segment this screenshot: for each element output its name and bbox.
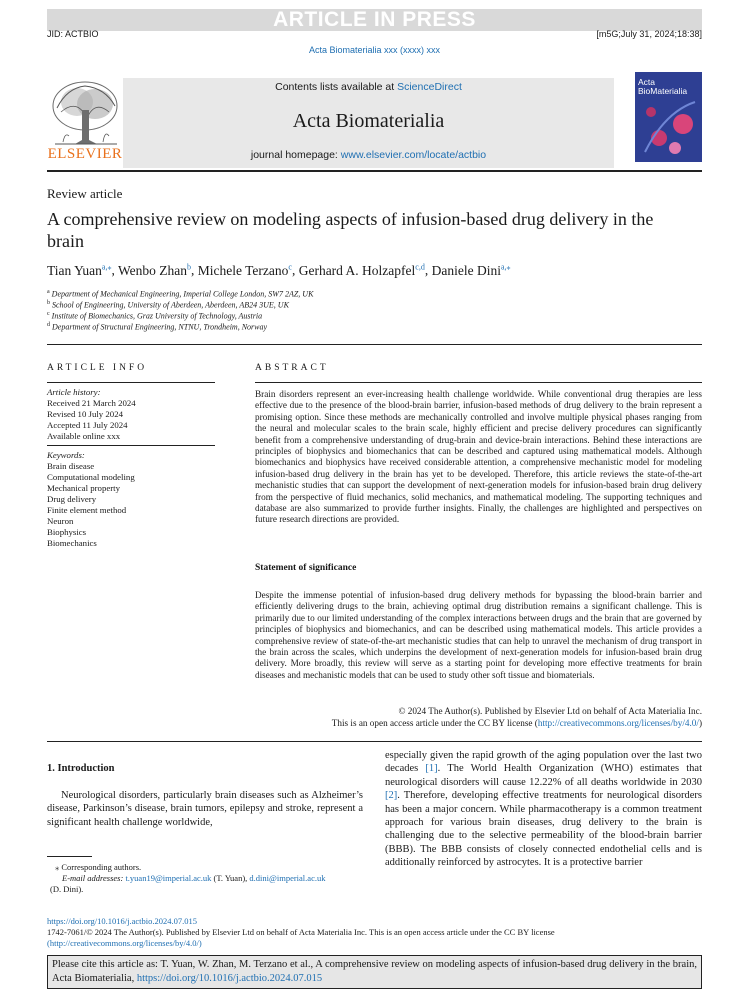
history-item: Revised 10 July 2024 [47, 409, 123, 419]
history-label: Article history: [47, 387, 101, 397]
corresponding-footnote: ⁎ Corresponding authors. [55, 862, 142, 872]
contents-prefix: Contents lists available at [275, 81, 398, 93]
header-rule [47, 170, 702, 172]
keywords-rule [47, 445, 215, 446]
keyword: Computational modeling [47, 472, 135, 482]
article-title: A comprehensive review on modeling aspects of infusion-based drug delivery in the brain [47, 209, 654, 251]
issn-license-link[interactable]: (http://creativecommons.org/licenses/by/4.0/) [47, 938, 202, 948]
doi-link[interactable]: https://doi.org/10.1016/j.actbio.2024.07.015 [47, 916, 198, 926]
author[interactable]: Wenbo Zhan$^b$ [117, 262, 191, 278]
article-type: Review article [47, 186, 123, 201]
sciencedirect-link[interactable]: ScienceDirect [397, 81, 462, 93]
homepage-prefix: journal homepage: [250, 149, 341, 161]
issn-license-line: 1742-7061/© 2024 The Author(s). Published by Elsevier Ltd on behalf of Acta Materialia Inc. This is an open access article under the CC BY license (http://creativecommons.org/licenses/by/4.0/) [47, 927, 555, 948]
keyword: Biophysics [47, 527, 87, 537]
affiliation: $^d$ Department of Structural Engineering, NTNU, Trondheim, Norway [47, 322, 268, 332]
significance-text: Despite the immense potential of infusion-based drug delivery methods for bypassing the blood-brain barrier and efficiently delivering drugs to the brain, achieving optimal drug distribution remains a significant challenge. This is primarily due to our limited understanding of the complex interactions between drugs and the brain that are governed by principles of biophysics and biomechanics, and can be described using mathematical models. This article provides a comprehensive review of state-of-the-art mechanistic studies that can help to unravel the mechanism of drug transport in the brain across the scales, which underpins the development of next-generation models for infusion-based brain drug delivery. More broadly, this review will serve as a starting point for developing more effective treatments for brain diseases and mechanistic models that can be used to study other soft tissue and biomaterials. [255, 590, 702, 680]
history-item: Accepted 11 July 2024 [47, 420, 128, 430]
footnote-rule [47, 856, 92, 857]
keyword: Drug delivery [47, 494, 97, 504]
abstract-rule [255, 382, 702, 383]
license-line: This is an open access article under the CC BY license (http://creativecommons.org/licenses/by/4.0/) [331, 718, 702, 728]
homepage-link[interactable]: www.elsevier.com/locate/actbio [340, 149, 487, 161]
email-footnote: E-mail addresses: t.yuan19@imperial.ac.uk (T. Yuan), d.dini@imperial.ac.uk [62, 873, 326, 883]
keyword: Finite element method [47, 505, 127, 515]
keyword: Brain disease [47, 461, 95, 471]
article-info-heading: ARTICLE INFO [47, 363, 148, 373]
author[interactable]: Daniele Dini$^{a,⁎}$ [431, 262, 511, 278]
affiliation: $^b$ School of Engineering, University of Aberdeen, Aberdeen, AB24 3UE, UK [47, 300, 289, 310]
homepage-line [123, 149, 614, 161]
contents-line [123, 81, 614, 93]
journal-title: Acta Biomaterialia [292, 110, 445, 132]
author[interactable]: Michele Terzano$^c$ [197, 262, 292, 278]
citation-text: Please cite this article as: T. Yuan, W. Zhan, M. Terzano et al., A comprehensive review on modeling aspects of infusion-based drug delivery in the brain, Acta Biomaterialia, https://doi.org/10.1016/j.actbio.2024.07.015 [52, 959, 697, 984]
keyword: Mechanical property [47, 483, 121, 493]
author[interactable]: Tian Yuan$^{a,⁎}$ [47, 262, 112, 278]
license-link[interactable]: http://creativecommons.org/licenses/by/4.0/ [537, 718, 699, 728]
citation-link[interactable]: [1] [425, 763, 438, 775]
citation-link[interactable]: [2] [385, 790, 398, 802]
email-footnote-name: (D. Dini). [50, 884, 84, 894]
email-link[interactable]: t.yuan19@imperial.ac.uk [125, 873, 212, 883]
affiliation: $^a$ Department of Mechanical Engineering, Imperial College London, SW7 2AZ, UK [47, 289, 314, 299]
introduction-paragraph: Neurological disorders, particularly brain diseases such as Alzheimer’s disease, Parkinson’s disease, brain tumors, epilepsy and stroke, represent a significant health challenge worldwide, [47, 790, 363, 828]
citation-doi-link[interactable]: https://doi.org/10.1016/j.actbio.2024.07.015 [136, 973, 323, 984]
introduction-continued: especially given the rapid growth of the aging population over the last two decades [1]. The World Health Organization (WHO) estimates that neurological disorders will cause 12.22% of all deaths worldwide in 2030 [2]. Therefore, developing effective treatments for neurological disorders has been a major concern. While pharmacotherapy is a common treatment approach for various brain diseases, drug delivery to the brain is challenging due to the selective permeability of the blood-brain barrier (BBB). The BBB consists of closely connected endothelial cells and is additionally reinforced by astrocytes. It is a protective barrier [385, 750, 702, 869]
author[interactable]: Gerhard A. Holzapfel$^{c,d}$ [298, 262, 425, 278]
author-list: Tian Yuan$^{a,⁎}$, Wenbo Zhan$^b$, Michele Terzano$^c$, Gerhard A. Holzapfel$^{c,d}$, Daniele Dini$^{a,⁎}$ [47, 262, 511, 278]
affiliation: $^c$ Institute of Biomechanics, Graz University of Technology, Austria [47, 311, 263, 321]
copyright-line: © 2024 The Author(s). Published by Elsevier Ltd on behalf of Acta Materialia Inc. [398, 706, 702, 716]
email-link[interactable]: d.dini@imperial.ac.uk [249, 873, 326, 883]
elsevier-wordmark: ELSEVIER [47, 146, 123, 162]
journal-reference-link[interactable]: Acta Biomaterialia xxx (xxxx) xxx [308, 45, 441, 55]
keyword: Biomechanics [47, 538, 97, 548]
section-rule [47, 344, 702, 345]
introduction-heading: 1. Introduction [47, 763, 115, 774]
keywords-label: Keywords: [47, 450, 85, 460]
history-item: Received 21 March 2024 [47, 398, 136, 408]
cover-title: Acta BioMaterialia [638, 77, 688, 96]
history-item: Available online xxx [47, 431, 121, 441]
keyword: Neuron [47, 516, 74, 526]
article-in-press-banner: ARTICLE IN PRESS [47, 9, 702, 31]
article-info-rule [47, 382, 215, 383]
elsevier-logo[interactable] [47, 78, 123, 164]
journal-cover-image[interactable] [635, 72, 702, 162]
production-stamp: [m5G;July 31, 2024;18:38] [596, 29, 702, 39]
significance-heading: Statement of significance [255, 563, 357, 573]
abstract-heading: ABSTRACT [255, 363, 329, 373]
abstract-text: Brain disorders represent an ever-increasing health challenge worldwide. While conventional drug therapies are less effective due to the presence of the blood-brain barrier, infusion-based methods of drug delivery to the brain represent a promising option. Since these methods are mechanically controlled and involve multiple physical phases ranging from the neural and molecular scales to the brain scale, highly efficient and precise delivery procedures can significantly benefit from a comprehensive understanding of drug-brain and device-brain interactions. Behind these interactions are principles of biophysics and biomechanics that can be described and captured using mathematical models. Although biomechanics and biophysics have received considerable attention, a comprehensive mechanistic model for modeling infusion-based drug delivery in the brain has yet to be developed. Therefore, this article reviews the state-of-the-art mechanistic studies that can support the development of next-generation models for infusion-based brain drug delivery from the perspective of fluid mechanics, solid mechanics, and mathematical modeling. The supporting techniques and database are also summarized to provide further insights. Finally, the challenges are highlighted and perspectives on future research directions are provided. [255, 389, 702, 525]
journal-id: JID: ACTBIO [47, 29, 99, 39]
body-rule [47, 741, 702, 742]
